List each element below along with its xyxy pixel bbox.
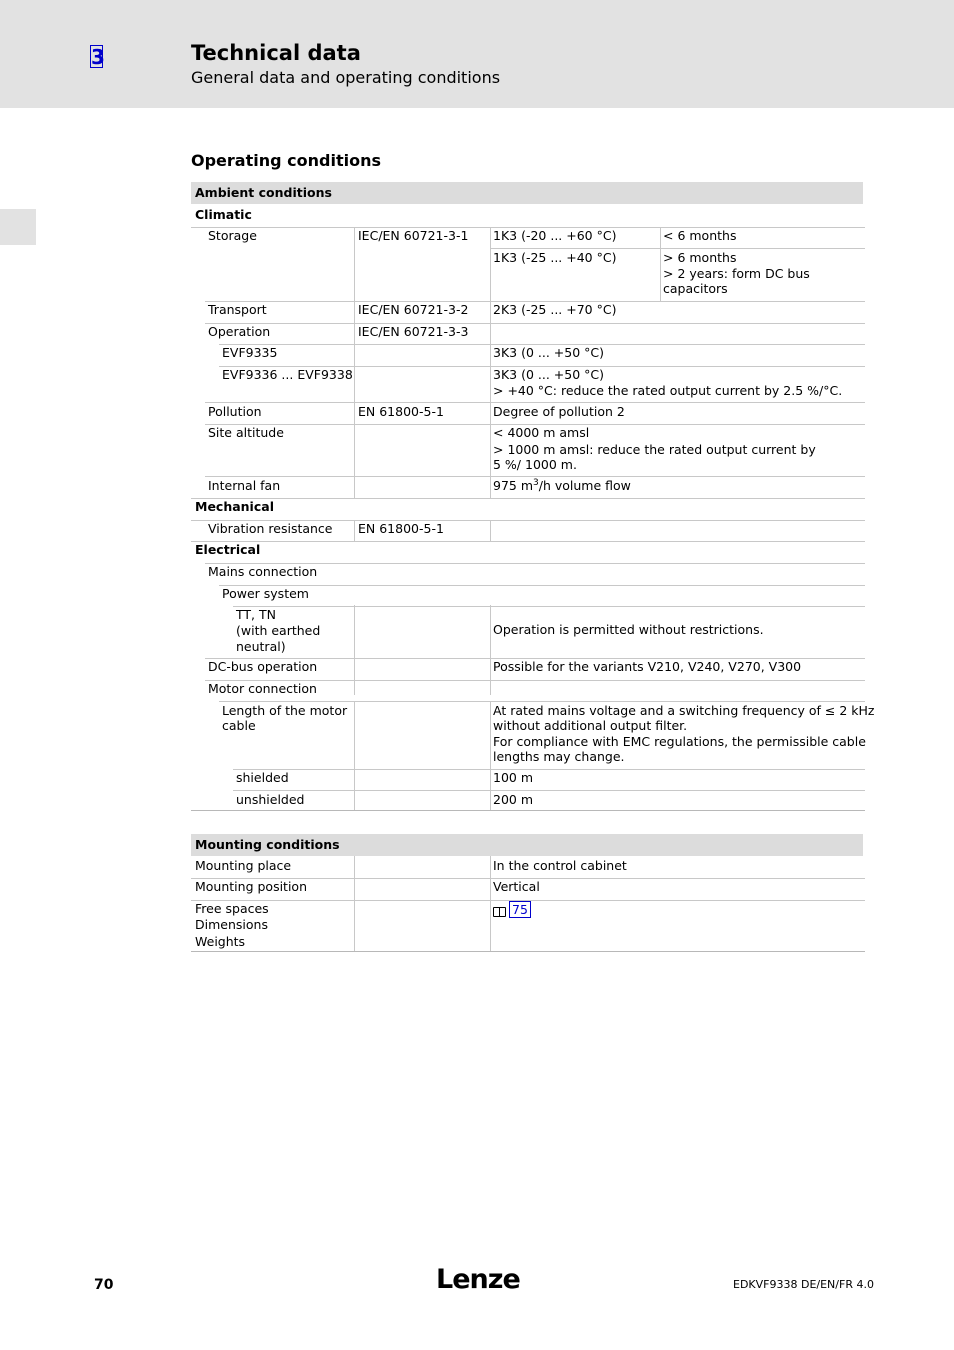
row-unshielded-label: unshielded (236, 792, 305, 807)
document-id: EDKVF9338 DE/EN/FR 4.0 (733, 1278, 874, 1291)
row-storage-class-2: 1K3 (-25 ... +40 °C) (493, 250, 617, 265)
row-storage-standard: IEC/EN 60721-3-1 (358, 228, 469, 243)
side-tab-marker (0, 209, 36, 245)
row-free-spaces-label-1: Free spaces (195, 901, 269, 916)
row-evf9335-class: 3K3 (0 ... +50 °C) (493, 345, 604, 360)
row-tt-tn-label-3: neutral) (236, 639, 286, 654)
row-dcbus-label: DC-bus operation (208, 659, 318, 674)
row-free-spaces-label-2: Dimensions (195, 917, 268, 932)
row-storage-duration-2a: > 6 months (663, 250, 737, 265)
row-altitude-label: Site altitude (208, 425, 284, 440)
row-altitude-value-1: < 4000 m amsl (493, 425, 590, 440)
book-icon (493, 906, 506, 916)
row-evf9336-note: > +40 °C: reduce the rated output current by 2.5 %/°C. (493, 383, 843, 398)
row-evf9335-label: EVF9335 (222, 345, 278, 360)
row-cable-length-value-2: without additional output filter. (493, 718, 688, 733)
row-tt-tn-label-1: TT, TN (236, 607, 276, 622)
row-vibration-standard: EN 61800-5-1 (358, 521, 444, 536)
category-climatic: Climatic (195, 207, 252, 222)
row-pollution-value: Degree of pollution 2 (493, 404, 625, 419)
row-cable-length-label-2: cable (222, 718, 256, 733)
row-dcbus-value: Possible for the variants V210, V240, V270, V300 (493, 659, 802, 674)
row-cable-length-value-4: lengths may change. (493, 749, 625, 764)
row-mounting-position-label: Mounting position (195, 879, 307, 894)
row-fan-value: 975 $m^3/h$ volume flow (493, 477, 631, 493)
row-motor-connection-label: Motor connection (208, 681, 317, 696)
row-vibration-label: Vibration resistance (208, 521, 333, 536)
lenze-logo: Lenze (436, 1264, 520, 1295)
table-header (191, 834, 863, 856)
row-transport-label: Transport (208, 302, 267, 317)
chapter-number-link[interactable]: 3 (91, 45, 105, 69)
row-altitude-value-3: 5 %/ 1000 m. (493, 457, 577, 472)
row-power-system-label: Power system (222, 586, 309, 601)
row-transport-standard: IEC/EN 60721-3-2 (358, 302, 469, 317)
row-free-spaces-label-3: Weights (195, 934, 246, 949)
category-electrical: Electrical (195, 542, 261, 557)
row-evf9336-class: 3K3 (0 ... +50 °C) (493, 367, 604, 382)
row-fan-label: Internal fan (208, 478, 281, 493)
row-storage-duration-2c: capacitors (663, 281, 728, 296)
row-cable-length-value-1: At rated mains voltage and a switching frequency of ≤ 2 kHz (493, 703, 875, 718)
row-shielded-label: shielded (236, 770, 289, 785)
ambient-conditions-table (191, 182, 875, 812)
table-header-label: Mounting conditions (195, 837, 340, 852)
row-storage-class-1: 1K3 (-20 ... +60 °C) (493, 228, 617, 243)
row-mounting-place-value: In the control cabinet (493, 858, 627, 873)
row-storage-label: Storage (208, 228, 257, 243)
row-mains-label: Mains connection (208, 564, 318, 579)
row-cable-length-value-3: For compliance with EMC regulations, the permissible cable (493, 734, 866, 749)
header-band (0, 0, 954, 108)
row-pollution-label: Pollution (208, 404, 262, 419)
table-header (191, 182, 863, 204)
row-evf9336-label: EVF9336 ... EVF9338 (222, 367, 353, 382)
page-subtitle: General data and operating conditions (191, 68, 501, 87)
page-reference-link[interactable]: 75 (509, 901, 531, 918)
row-tt-tn-label-2: (with earthed (236, 623, 321, 638)
row-pollution-standard: EN 61800-5-1 (358, 404, 444, 419)
row-free-spaces-ref (493, 902, 531, 918)
section-heading: Operating conditions (191, 151, 381, 170)
row-operation-label: Operation (208, 324, 271, 339)
table-header-label: Ambient conditions (195, 185, 332, 200)
row-altitude-value-2: > 1000 m amsl: reduce the rated output current by (493, 442, 816, 457)
row-transport-class: 2K3 (-25 ... +70 °C) (493, 302, 617, 317)
row-tt-tn-value: Operation is permitted without restrictions. (493, 622, 764, 637)
row-storage-duration-2b: > 2 years: form DC bus (663, 266, 810, 281)
page-number: 70 (94, 1277, 114, 1293)
row-mounting-position-value: Vertical (493, 879, 540, 894)
row-operation-standard: IEC/EN 60721-3-3 (358, 324, 469, 339)
row-shielded-value: 100 m (493, 770, 534, 785)
mounting-conditions-table (191, 834, 865, 954)
category-mechanical: Mechanical (195, 499, 274, 514)
page-title: Technical data (191, 41, 361, 65)
row-unshielded-value: 200 m (493, 792, 534, 807)
row-storage-duration-1: < 6 months (663, 228, 737, 243)
row-mounting-place-label: Mounting place (195, 858, 292, 873)
row-cable-length-label-1: Length of the motor (222, 703, 348, 718)
